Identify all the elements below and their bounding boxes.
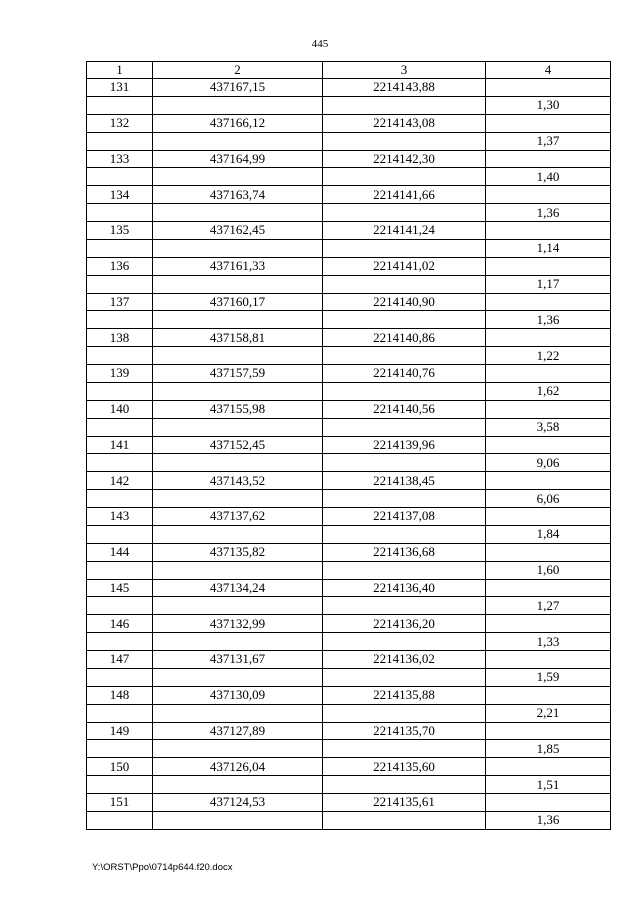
x-coordinate-cell: 437157,59 bbox=[153, 365, 323, 383]
empty-cell bbox=[323, 704, 486, 722]
y-coordinate-cell: 2214140,76 bbox=[323, 365, 486, 383]
page-number: 445 bbox=[311, 38, 329, 50]
x-coordinate-cell: 437134,24 bbox=[153, 579, 323, 597]
distance-cell: 1,36 bbox=[486, 311, 611, 329]
empty-cell bbox=[153, 204, 323, 222]
empty-cell bbox=[87, 347, 153, 365]
point-number-cell: 144 bbox=[87, 543, 153, 561]
distance-cell: 1,36 bbox=[486, 811, 611, 829]
empty-cell bbox=[486, 579, 611, 597]
point-row bbox=[87, 329, 611, 347]
table-body bbox=[87, 79, 611, 830]
empty-cell bbox=[153, 239, 323, 257]
point-row bbox=[87, 508, 611, 526]
empty-cell bbox=[323, 168, 486, 186]
point-row bbox=[87, 222, 611, 240]
empty-cell bbox=[323, 525, 486, 543]
empty-cell bbox=[323, 490, 486, 508]
distance-cell: 1,85 bbox=[486, 740, 611, 758]
y-coordinate-cell: 2214140,90 bbox=[323, 293, 486, 311]
empty-cell bbox=[323, 811, 486, 829]
point-row bbox=[87, 543, 611, 561]
x-coordinate-cell: 437137,62 bbox=[153, 508, 323, 526]
x-coordinate-cell: 437130,09 bbox=[153, 686, 323, 704]
point-row bbox=[87, 472, 611, 490]
empty-cell bbox=[87, 597, 153, 615]
distance-cell: 3,58 bbox=[486, 418, 611, 436]
empty-cell bbox=[153, 704, 323, 722]
point-number-cell: 149 bbox=[87, 722, 153, 740]
y-coordinate-cell: 2214135,61 bbox=[323, 794, 486, 812]
empty-cell bbox=[486, 686, 611, 704]
y-coordinate-cell: 2214143,88 bbox=[323, 79, 486, 97]
distance-cell: 1,60 bbox=[486, 561, 611, 579]
x-coordinate-cell: 437160,17 bbox=[153, 293, 323, 311]
distance-row bbox=[87, 275, 611, 293]
distance-cell: 1,22 bbox=[486, 347, 611, 365]
distance-row bbox=[87, 490, 611, 508]
distance-row bbox=[87, 454, 611, 472]
footer-file-path: Y:\ORST\Ppo\0714p644.f20.docx bbox=[92, 862, 233, 873]
distance-cell: 1,84 bbox=[486, 525, 611, 543]
y-coordinate-cell: 2214142,30 bbox=[323, 150, 486, 168]
y-coordinate-cell: 2214141,02 bbox=[323, 257, 486, 275]
x-coordinate-cell: 437124,53 bbox=[153, 794, 323, 812]
distance-row bbox=[87, 704, 611, 722]
point-row bbox=[87, 579, 611, 597]
distance-row bbox=[87, 347, 611, 365]
x-coordinate-cell: 437155,98 bbox=[153, 400, 323, 418]
empty-cell bbox=[323, 597, 486, 615]
point-number-cell: 143 bbox=[87, 508, 153, 526]
empty-cell bbox=[323, 311, 486, 329]
empty-cell bbox=[323, 418, 486, 436]
x-coordinate-cell: 437126,04 bbox=[153, 758, 323, 776]
point-number-cell: 148 bbox=[87, 686, 153, 704]
x-coordinate-cell: 437143,52 bbox=[153, 472, 323, 490]
distance-cell: 1,14 bbox=[486, 239, 611, 257]
point-number-cell: 137 bbox=[87, 293, 153, 311]
empty-cell bbox=[153, 132, 323, 150]
x-coordinate-cell: 437164,99 bbox=[153, 150, 323, 168]
empty-cell bbox=[87, 525, 153, 543]
x-coordinate-cell: 437162,45 bbox=[153, 222, 323, 240]
y-coordinate-cell: 2214140,86 bbox=[323, 329, 486, 347]
distance-cell: 6,06 bbox=[486, 490, 611, 508]
empty-cell bbox=[486, 293, 611, 311]
empty-cell bbox=[153, 668, 323, 686]
distance-cell: 1,27 bbox=[486, 597, 611, 615]
empty-cell bbox=[153, 525, 323, 543]
y-coordinate-cell: 2214141,24 bbox=[323, 222, 486, 240]
empty-cell bbox=[153, 633, 323, 651]
empty-cell bbox=[323, 132, 486, 150]
point-number-cell: 136 bbox=[87, 257, 153, 275]
point-row bbox=[87, 150, 611, 168]
empty-cell bbox=[486, 329, 611, 347]
empty-cell bbox=[323, 275, 486, 293]
empty-cell bbox=[153, 418, 323, 436]
empty-cell bbox=[153, 740, 323, 758]
distance-cell: 1,17 bbox=[486, 275, 611, 293]
x-coordinate-cell: 437167,15 bbox=[153, 79, 323, 97]
empty-cell bbox=[87, 454, 153, 472]
point-row bbox=[87, 615, 611, 633]
point-number-cell: 150 bbox=[87, 758, 153, 776]
distance-row bbox=[87, 633, 611, 651]
point-row bbox=[87, 293, 611, 311]
y-coordinate-cell: 2214136,40 bbox=[323, 579, 486, 597]
empty-cell bbox=[87, 776, 153, 794]
point-number-cell: 131 bbox=[87, 79, 153, 97]
point-number-cell: 147 bbox=[87, 651, 153, 669]
point-number-cell: 139 bbox=[87, 365, 153, 383]
x-coordinate-cell: 437158,81 bbox=[153, 329, 323, 347]
empty-cell bbox=[486, 651, 611, 669]
distance-cell: 1,51 bbox=[486, 776, 611, 794]
empty-cell bbox=[323, 239, 486, 257]
table-header-row bbox=[87, 62, 611, 79]
empty-cell bbox=[153, 597, 323, 615]
point-number-cell: 142 bbox=[87, 472, 153, 490]
distance-cell: 1,40 bbox=[486, 168, 611, 186]
column-header-2: 2 bbox=[153, 62, 323, 79]
empty-cell bbox=[486, 79, 611, 97]
empty-cell bbox=[323, 740, 486, 758]
empty-cell bbox=[87, 96, 153, 114]
empty-cell bbox=[153, 454, 323, 472]
point-row bbox=[87, 400, 611, 418]
empty-cell bbox=[153, 168, 323, 186]
empty-cell bbox=[153, 776, 323, 794]
x-coordinate-cell: 437135,82 bbox=[153, 543, 323, 561]
x-coordinate-cell: 437131,67 bbox=[153, 651, 323, 669]
point-number-cell: 135 bbox=[87, 222, 153, 240]
distance-row bbox=[87, 418, 611, 436]
empty-cell bbox=[87, 811, 153, 829]
y-coordinate-cell: 2214141,66 bbox=[323, 186, 486, 204]
empty-cell bbox=[323, 633, 486, 651]
y-coordinate-cell: 2214135,60 bbox=[323, 758, 486, 776]
point-number-cell: 138 bbox=[87, 329, 153, 347]
distance-row bbox=[87, 776, 611, 794]
x-coordinate-cell: 437163,74 bbox=[153, 186, 323, 204]
point-number-cell: 151 bbox=[87, 794, 153, 812]
y-coordinate-cell: 2214139,96 bbox=[323, 436, 486, 454]
distance-row bbox=[87, 96, 611, 114]
empty-cell bbox=[486, 365, 611, 383]
empty-cell bbox=[486, 472, 611, 490]
y-coordinate-cell: 2214143,08 bbox=[323, 114, 486, 132]
y-coordinate-cell: 2214135,88 bbox=[323, 686, 486, 704]
empty-cell bbox=[87, 311, 153, 329]
y-coordinate-cell: 2214136,20 bbox=[323, 615, 486, 633]
y-coordinate-cell: 2214135,70 bbox=[323, 722, 486, 740]
empty-cell bbox=[486, 794, 611, 812]
empty-cell bbox=[153, 561, 323, 579]
empty-cell bbox=[153, 382, 323, 400]
empty-cell bbox=[87, 633, 153, 651]
distance-row bbox=[87, 168, 611, 186]
point-row bbox=[87, 758, 611, 776]
empty-cell bbox=[486, 222, 611, 240]
empty-cell bbox=[323, 776, 486, 794]
column-header-4: 4 bbox=[486, 62, 611, 79]
y-coordinate-cell: 2214136,02 bbox=[323, 651, 486, 669]
empty-cell bbox=[323, 454, 486, 472]
point-number-cell: 146 bbox=[87, 615, 153, 633]
point-row bbox=[87, 651, 611, 669]
point-number-cell: 140 bbox=[87, 400, 153, 418]
distance-cell: 1,33 bbox=[486, 633, 611, 651]
distance-cell: 1,36 bbox=[486, 204, 611, 222]
point-number-cell: 145 bbox=[87, 579, 153, 597]
distance-row bbox=[87, 811, 611, 829]
empty-cell bbox=[87, 704, 153, 722]
point-number-cell: 141 bbox=[87, 436, 153, 454]
distance-row bbox=[87, 561, 611, 579]
distance-row bbox=[87, 311, 611, 329]
coordinates-table bbox=[86, 61, 611, 830]
point-row bbox=[87, 722, 611, 740]
empty-cell bbox=[87, 275, 153, 293]
x-coordinate-cell: 437166,12 bbox=[153, 114, 323, 132]
empty-cell bbox=[323, 382, 486, 400]
column-header-1: 1 bbox=[87, 62, 153, 79]
distance-row bbox=[87, 239, 611, 257]
empty-cell bbox=[153, 811, 323, 829]
distance-cell: 2,21 bbox=[486, 704, 611, 722]
x-coordinate-cell: 437161,33 bbox=[153, 257, 323, 275]
empty-cell bbox=[153, 96, 323, 114]
x-coordinate-cell: 437127,89 bbox=[153, 722, 323, 740]
empty-cell bbox=[486, 400, 611, 418]
y-coordinate-cell: 2214140,56 bbox=[323, 400, 486, 418]
point-row bbox=[87, 686, 611, 704]
distance-row bbox=[87, 597, 611, 615]
distance-cell: 1,59 bbox=[486, 668, 611, 686]
column-header-3: 3 bbox=[323, 62, 486, 79]
empty-cell bbox=[87, 740, 153, 758]
point-row bbox=[87, 186, 611, 204]
point-row bbox=[87, 436, 611, 454]
point-number-cell: 132 bbox=[87, 114, 153, 132]
empty-cell bbox=[87, 204, 153, 222]
distance-cell: 1,62 bbox=[486, 382, 611, 400]
empty-cell bbox=[486, 114, 611, 132]
point-row bbox=[87, 257, 611, 275]
empty-cell bbox=[486, 150, 611, 168]
y-coordinate-cell: 2214138,45 bbox=[323, 472, 486, 490]
distance-cell: 1,37 bbox=[486, 132, 611, 150]
empty-cell bbox=[87, 561, 153, 579]
empty-cell bbox=[486, 186, 611, 204]
x-coordinate-cell: 437132,99 bbox=[153, 615, 323, 633]
empty-cell bbox=[153, 490, 323, 508]
point-row bbox=[87, 365, 611, 383]
empty-cell bbox=[323, 204, 486, 222]
distance-row bbox=[87, 525, 611, 543]
empty-cell bbox=[87, 490, 153, 508]
empty-cell bbox=[153, 347, 323, 365]
empty-cell bbox=[486, 257, 611, 275]
empty-cell bbox=[87, 418, 153, 436]
empty-cell bbox=[323, 561, 486, 579]
empty-cell bbox=[486, 436, 611, 454]
point-number-cell: 134 bbox=[87, 186, 153, 204]
y-coordinate-cell: 2214136,68 bbox=[323, 543, 486, 561]
distance-row bbox=[87, 204, 611, 222]
empty-cell bbox=[87, 132, 153, 150]
empty-cell bbox=[87, 382, 153, 400]
empty-cell bbox=[87, 239, 153, 257]
empty-cell bbox=[486, 615, 611, 633]
empty-cell bbox=[87, 668, 153, 686]
empty-cell bbox=[87, 168, 153, 186]
empty-cell bbox=[323, 668, 486, 686]
empty-cell bbox=[486, 758, 611, 776]
empty-cell bbox=[323, 347, 486, 365]
empty-cell bbox=[153, 311, 323, 329]
point-number-cell: 133 bbox=[87, 150, 153, 168]
empty-cell bbox=[153, 275, 323, 293]
y-coordinate-cell: 2214137,08 bbox=[323, 508, 486, 526]
point-row bbox=[87, 794, 611, 812]
x-coordinate-cell: 437152,45 bbox=[153, 436, 323, 454]
empty-cell bbox=[486, 722, 611, 740]
point-row bbox=[87, 114, 611, 132]
empty-cell bbox=[486, 508, 611, 526]
point-row bbox=[87, 79, 611, 97]
distance-row bbox=[87, 132, 611, 150]
distance-row bbox=[87, 382, 611, 400]
distance-cell: 1,30 bbox=[486, 96, 611, 114]
empty-cell bbox=[323, 96, 486, 114]
distance-row bbox=[87, 740, 611, 758]
empty-cell bbox=[486, 543, 611, 561]
distance-cell: 9,06 bbox=[486, 454, 611, 472]
distance-row bbox=[87, 668, 611, 686]
